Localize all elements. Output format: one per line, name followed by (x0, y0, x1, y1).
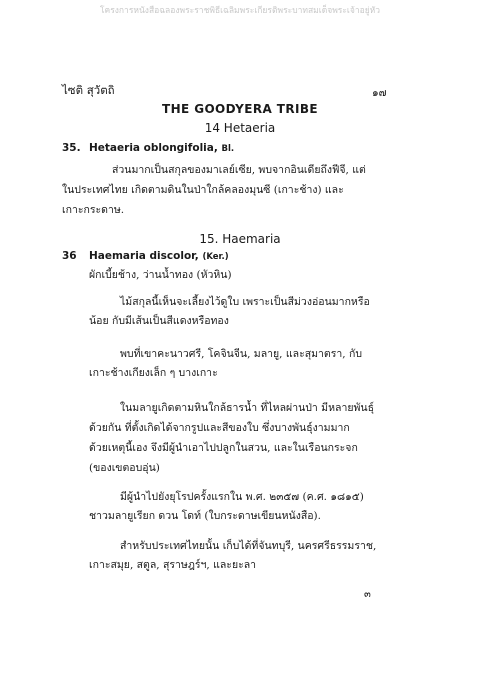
text-line: ด้วยกัน ที่ตั้งเกิดได้จากรูปและสีของใบ ซึ่งบางพันธุ์งามมาก (89, 422, 350, 434)
text-line: เกาะช้างเกียงเล็ก ๆ บางเกาะ (89, 367, 218, 379)
text-line: น้อย กับมีเส้นเป็นสีแดงหรือทอง (89, 315, 229, 327)
text-line: ชาวมลายูเรียก ดวน โดท์ (ใบกระดาษเขียนหนังสือ). (89, 510, 321, 522)
text-line: ส่วนมากเป็นสกุลของมาเลย์เซีย, พบจากอินเดียถึงฟีจี, แต่ (112, 164, 366, 176)
text-line: ไม้สกุลนี้เห็นจะเลี้ยงไว้ดูใบ เพราะเป็นสีม่วงอ่อนมากหรือ (120, 296, 370, 308)
species-binomial: Hetaeria oblongifolia, (89, 142, 218, 154)
text-line: มีผู้นำไปยังยุโรปครั้งแรกใน พ.ศ. ๒๓๕๗ (ค.ศ. ๑๘๑๕) (120, 491, 364, 503)
species-binomial: Haemaria discolor, (89, 250, 199, 262)
common-name: ผักเบี้ยช้าง, ว่านน้ำทอง (หัวหิน) (89, 269, 232, 281)
species-author: Bl. (221, 144, 235, 154)
text-line: ในมลายูเกิดตามหินใกล้ธารน้ำ ที่ไหลผ่านป่า มีหลายพันธุ์ (120, 402, 374, 414)
tribe-heading: THE GOODYERA TRIBE (162, 102, 318, 116)
species-name-36 (89, 250, 229, 262)
text-line: ในประเทศไทย เกิดตามดินในป่าใกล้คลองมุนซี (เกาะช้าง) และ (62, 184, 344, 196)
text-line: ด้วยเหตุนี้เอง จึงมีผู้นำเอาไปปลูกในสวน, และในเรือนกระจก (89, 442, 358, 454)
page-number: ๑๗ (372, 87, 387, 99)
text-line: เกาะกระดาษ. (62, 204, 125, 216)
species-number-36: 36 (62, 250, 77, 262)
running-head: ไซติ สุวัตถิ (62, 83, 115, 97)
text-line: พบที่เขาคะนาวศรี, โคจินจีน, มลายู, และสุมาตรา, กับ (120, 348, 362, 360)
species-author: (Ker.) (202, 252, 229, 262)
genus-heading-15: 15. Haemaria (199, 232, 281, 246)
genus-heading-14: 14 Hetaeria (204, 121, 276, 135)
species-name-35 (89, 142, 234, 154)
text-line: สำหรับประเทศไทยนั้น เก็บได้ที่จันทบุรี, นครศรีธรรมราช, (120, 540, 377, 552)
footer-mark: ๓ (364, 589, 371, 600)
watermark-text: โครงการหนังสือฉลองพระราชพิธีเฉลิมพระเกียรติพระบาทสมเด็จพระเจ้าอยู่หัว (99, 6, 381, 16)
text-line: เกาะสมุย, สตูล, สุราษฎร์ฯ, และยะลา (89, 559, 257, 571)
text-line: (ของเขตอบอุ่น) (89, 462, 160, 474)
species-number-35: 35. (62, 142, 81, 154)
